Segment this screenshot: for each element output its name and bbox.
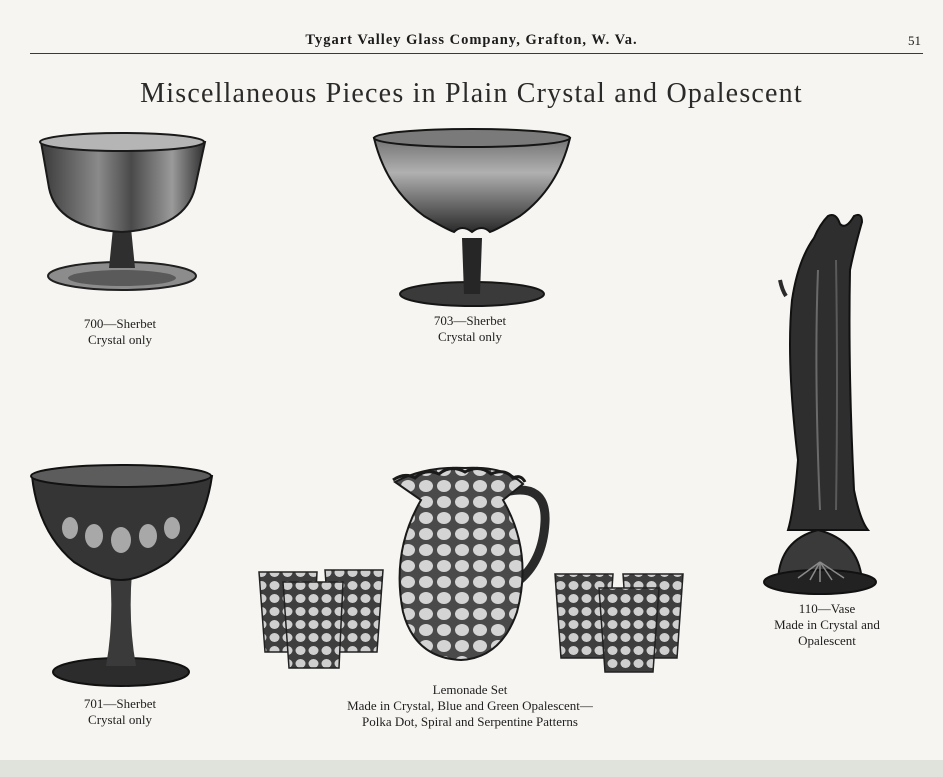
lemonade-set-caption [290, 682, 650, 730]
page-title: Miscellaneous Pieces in Plain Crystal and Opalescent [140, 78, 803, 109]
scan-bottom-edge [0, 760, 943, 777]
vase-110-note-2: Opalescent [798, 633, 856, 648]
sherbet-703-name: 703—Sherbet [433, 313, 507, 328]
lemonade-set-colors: Made in Crystal, Blue and Green Opalescent— [347, 698, 593, 713]
sherbet-701-caption [60, 696, 180, 728]
sherbet-700-name: 700—Sherbet [83, 316, 157, 331]
lemonade-set-image [255, 462, 695, 674]
sherbet-703-image [370, 128, 575, 310]
lemonade-set-name: Lemonade Set [432, 682, 508, 697]
sherbet-700-image [35, 128, 210, 310]
vase-110-caption [752, 601, 902, 649]
sherbet-701-image [28, 462, 218, 694]
sherbet-701-note: Crystal only [88, 712, 152, 727]
sherbet-703-caption [410, 313, 530, 345]
vase-110-image [758, 210, 888, 600]
sherbet-701-name: 701—Sherbet [83, 696, 157, 711]
page-header [0, 32, 943, 52]
page-number: 51 [908, 33, 921, 48]
sherbet-703-note: Crystal only [438, 329, 502, 344]
sherbet-700-note: Crystal only [88, 332, 152, 347]
sherbet-700-caption [60, 316, 180, 348]
vase-110-note-1: Made in Crystal and [774, 617, 880, 632]
header-rule [30, 53, 923, 54]
lemonade-set-patterns: Polka Dot, Spiral and Serpentine Patterns [362, 714, 578, 729]
company-name: Tygart Valley Glass Company, Grafton, W. Va. [305, 32, 638, 48]
vase-110-name: 110—Vase [798, 601, 856, 616]
